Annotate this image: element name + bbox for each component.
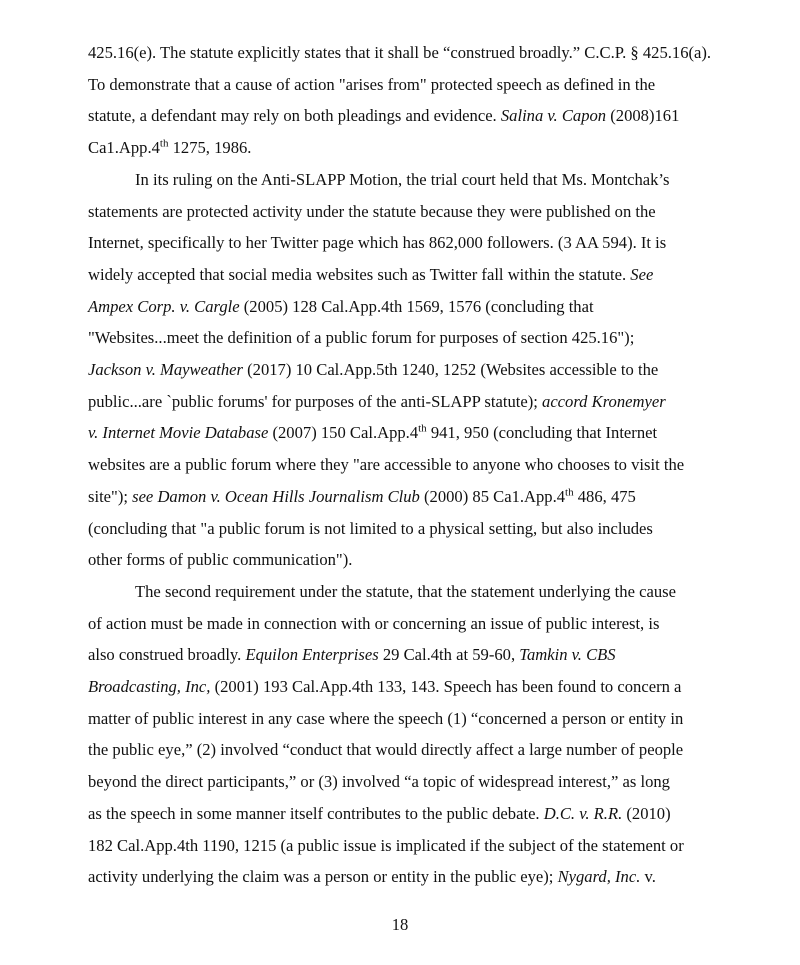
- text-line: [88, 671, 716, 703]
- text-line: [88, 37, 716, 69]
- superscript: th: [565, 486, 574, 499]
- text-line: [88, 544, 716, 576]
- text-line: [88, 576, 716, 608]
- text-segment: statements are protected activity under the statute because they were published on the: [88, 201, 656, 221]
- text-segment: activity underlying the claim was a person or entity in the public eye);: [88, 867, 558, 887]
- text-line: [88, 639, 716, 671]
- case-citation: Ampex Corp. v. Cargle: [88, 296, 240, 316]
- text-line: [88, 703, 716, 735]
- text-line: [88, 259, 716, 291]
- text-line: [88, 386, 716, 418]
- text-segment: of action must be made in connection with or concerning an issue of public interest, is: [88, 613, 660, 633]
- text-segment: site");: [88, 486, 133, 506]
- text-line: [88, 798, 716, 830]
- page-number: 18: [391, 915, 409, 934]
- case-citation: Salina v. Capon: [500, 106, 607, 126]
- text-segment: as the speech in some manner itself contributes to the public debate.: [88, 803, 544, 823]
- text-line: [88, 291, 716, 323]
- case-citation: Equilon Enterprises: [245, 645, 379, 665]
- text-segment: (2008)161: [606, 106, 680, 126]
- text-segment: the public eye,” (2) involved “conduct that would directly affect a large number of people: [88, 740, 684, 760]
- text-segment: 486, 475: [573, 486, 636, 506]
- text-line: [88, 132, 716, 164]
- text-segment: 1275, 1986.: [168, 138, 252, 158]
- text-segment: To demonstrate that a cause of action "arises from" protected speech as defined in the: [88, 74, 656, 94]
- text-line: [88, 227, 716, 259]
- text-line: [88, 354, 716, 386]
- text-line: [88, 164, 716, 196]
- text-line: [88, 481, 716, 513]
- case-citation: See: [630, 264, 654, 284]
- text-segment: statute, a defendant may rely on both pleadings and evidence.: [88, 106, 501, 126]
- text-line: [88, 100, 716, 132]
- text-line: [88, 322, 716, 354]
- text-line: [88, 449, 716, 481]
- text-line: [88, 417, 716, 449]
- case-citation: Tamkin v. CBS: [519, 645, 616, 665]
- text-segment: beyond the direct participants,” or (3) involved “a topic of widespread interest,” as long: [88, 772, 670, 792]
- text-line: [88, 69, 716, 101]
- case-citation: D.C. v. R.R.: [543, 803, 623, 823]
- case-citation: see Damon v. Ocean Hills Journalism Club: [132, 486, 420, 506]
- case-citation: Broadcasting, Inc,: [88, 677, 211, 697]
- text-segment: (concluding that "a public forum is not limited to a physical setting, but also includes: [88, 518, 653, 538]
- text-segment: (2005) 128 Cal.App.4th 1569, 1576 (concluding that: [239, 296, 594, 316]
- case-citation: Nygard, Inc.: [557, 867, 641, 887]
- text-line: [88, 608, 716, 640]
- text-line: [88, 766, 716, 798]
- text-line: [88, 861, 716, 893]
- text-segment: The second requirement under the statute, that the statement underlying the cause: [135, 581, 676, 601]
- text-segment: websites are a public forum where they "are accessible to anyone who chooses to visit the: [88, 455, 685, 475]
- text-segment: v.: [640, 867, 656, 887]
- text-segment: 425.16(e). The statute explicitly states that it shall be “construed broadly.” C.C.P. § 425.16(a).: [88, 43, 712, 62]
- text-segment: (2000) 85 Ca1.App.4: [419, 486, 566, 506]
- text-line: [88, 830, 716, 862]
- text-segment: also construed broadly.: [88, 645, 246, 665]
- superscript: th: [159, 137, 169, 150]
- text-segment: (2007) 150 Cal.App.4: [268, 423, 419, 443]
- text-segment: other forms of public communication").: [88, 550, 353, 570]
- text-segment: Ca1.App.4: [88, 138, 160, 158]
- text-segment: 182 Cal.App.4th 1190, 1215 (a public issue is implicated if the subject of the statement or: [88, 835, 684, 855]
- text-line: [88, 513, 716, 545]
- case-citation: accord Kronemyer: [542, 391, 666, 411]
- text-segment: 941, 950 (concluding that Internet: [426, 423, 658, 443]
- case-citation: Jackson v. Mayweather: [88, 360, 243, 380]
- case-citation: v. Internet Movie Database: [88, 423, 269, 443]
- text-segment: (2017) 10 Cal.App.5th 1240, 1252 (Websites accessible to the: [242, 360, 659, 380]
- text-segment: Internet, specifically to her Twitter page which has 862,000 followers. (3 AA 594). It is: [88, 233, 667, 253]
- superscript: th: [418, 422, 427, 435]
- text-segment: widely accepted that social media websites such as Twitter fall within the statute.: [88, 264, 631, 284]
- text-segment: In its ruling on the Anti-SLAPP Motion, the trial court held that Ms. Montchak’s: [135, 169, 670, 189]
- page-body-text: [88, 37, 716, 893]
- text-line: [88, 196, 716, 228]
- text-line: [88, 734, 716, 766]
- text-segment: public...are `public forums' for purposes of the anti-SLAPP statute);: [88, 391, 543, 411]
- text-segment: "Websites...meet the definition of a public forum for purposes of section 425.16");: [88, 328, 635, 348]
- text-segment: 29 Cal.4th at 59-60,: [378, 645, 520, 665]
- text-segment: (2001) 193 Cal.App.4th 133, 143. Speech has been found to concern a: [210, 677, 682, 697]
- text-segment: matter of public interest in any case where the speech (1) “concerned a person or entity in: [88, 708, 684, 728]
- text-segment: (2010): [622, 803, 671, 823]
